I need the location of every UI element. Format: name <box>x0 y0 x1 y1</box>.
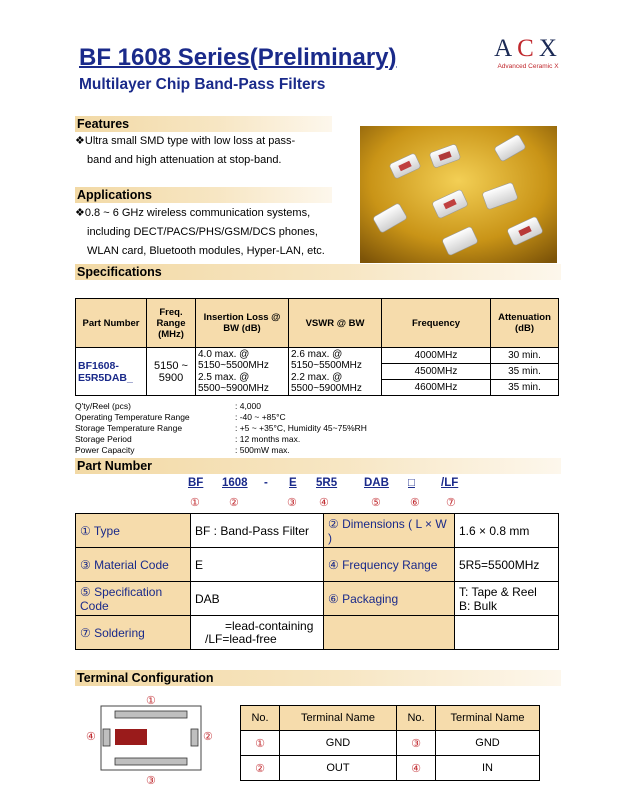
vswr-line3: 2.2 max. @ <box>291 371 343 383</box>
pn-label-type: ① Type <box>76 514 191 548</box>
il-line2: 5150~5500MHz <box>198 360 269 371</box>
part-number-heading: Part Number <box>75 458 561 474</box>
logo-text: ACX <box>494 35 562 62</box>
pn-code-material: E <box>289 477 297 489</box>
pn-num-5: ⑤ <box>371 497 381 509</box>
col-frequency: Frequency <box>382 299 491 348</box>
pn-label-frequency: ④ Frequency Range <box>324 548 455 582</box>
terminal-name: GND <box>436 731 540 756</box>
col-part-number: Part Number <box>76 299 147 348</box>
table-row <box>76 616 559 650</box>
pn-code-spec: DAB <box>364 477 389 489</box>
cond-label: Storage Temperature Range <box>75 423 183 433</box>
terminal-no: ① <box>241 731 280 756</box>
pn-num-1: ① <box>190 497 200 509</box>
vswr-line4: 5500~5900MHz <box>291 383 362 394</box>
col-no: No. <box>241 706 280 731</box>
cond-label: Q'ty/Reel (pcs) <box>75 401 131 411</box>
cond-label: Storage Period <box>75 434 132 444</box>
col-freq-range: Freq. Range (MHz) <box>147 299 196 348</box>
cond-value: : 500mW max. <box>235 445 290 455</box>
cond-value: : -40 ~ +85°C <box>235 412 286 422</box>
applications-line2: including DECT/PACS/PHS/GSM/DCS phones, <box>87 226 318 238</box>
terminal-no: ④ <box>397 756 436 781</box>
il-line4: 5500~5900MHz <box>198 383 269 394</box>
table-row <box>241 731 540 756</box>
attenuation-cell: 35 min. <box>491 364 559 380</box>
pn-code-soldering: /LF <box>441 477 459 489</box>
specifications-heading: Specifications <box>75 264 561 280</box>
il-line1: 4.0 max. @ <box>198 348 250 360</box>
applications-heading: Applications <box>75 187 332 203</box>
pin-label-1: ① <box>146 695 156 707</box>
table-row <box>76 548 559 582</box>
pin-label-2: ② <box>203 731 213 743</box>
col-insertion-loss: Insertion Loss @ BW (dB) <box>196 299 289 348</box>
diamond-bullet-icon: ❖ <box>75 135 85 147</box>
pn-value-dimensions: 1.6 × 0.8 mm <box>455 514 559 548</box>
terminal-name: IN <box>436 756 540 781</box>
il-line3: 2.5 max. @ <box>198 371 250 383</box>
part-number-cell: BF1608-E5R5DAB_ <box>76 348 147 396</box>
pn-value-spec: DAB <box>191 582 324 616</box>
part-number-table <box>75 513 559 650</box>
applications-line3: WLAN card, Bluetooth modules, Hyper-LAN, etc. <box>87 245 325 257</box>
pn-label-material: ③ Material Code <box>76 548 191 582</box>
vswr-cell <box>289 348 382 396</box>
pn-code-dash: - <box>264 477 268 489</box>
freq-range-cell: 5150 ~ 5900 <box>147 348 196 396</box>
terminal-heading: Terminal Configuration <box>75 670 561 686</box>
diamond-bullet-icon: ❖ <box>75 207 85 219</box>
terminal-name: OUT <box>280 756 397 781</box>
features-bullet-line2: band and high attenuation at stop-band. <box>87 154 282 166</box>
pn-code-dimensions: 1608 <box>222 477 248 489</box>
soldering-lead: =lead-containing <box>225 618 314 633</box>
frequency-cell: 4000MHz <box>382 348 491 364</box>
page-title: BF 1608 Series(Preliminary) <box>79 44 397 71</box>
vswr-line1: 2.6 max. @ <box>291 348 343 360</box>
terminal-table <box>240 705 540 781</box>
col-terminal-name: Terminal Name <box>280 706 397 731</box>
soldering-leadfree: /LF=lead-free <box>205 631 277 646</box>
pn-value-empty <box>455 616 559 650</box>
pn-num-7: ⑦ <box>446 497 456 509</box>
terminal-no: ③ <box>397 731 436 756</box>
pn-num-2: ② <box>229 497 239 509</box>
pn-value-frequency: 5R5=5500MHz <box>455 548 559 582</box>
applications-line1: 0.8 ~ 6 GHz wireless communication systems, <box>84 207 311 219</box>
terminal-diagram <box>75 690 235 790</box>
pn-num-3: ③ <box>287 497 297 509</box>
vswr-line2: 5150~5500MHz <box>291 360 362 371</box>
table-row <box>241 756 540 781</box>
col-no: No. <box>397 706 436 731</box>
terminal-no: ② <box>241 756 280 781</box>
pn-code-packaging: □ <box>408 477 415 489</box>
packaging-bulk: B: Bulk <box>459 598 498 613</box>
table-row <box>76 514 559 548</box>
attenuation-cell: 35 min. <box>491 380 559 396</box>
page-subtitle: Multilayer Chip Band-Pass Filters <box>79 76 326 93</box>
terminal-name: GND <box>280 731 397 756</box>
pn-value-material: E <box>191 548 324 582</box>
pn-code-type: BF <box>188 477 204 489</box>
table-row <box>76 348 559 364</box>
features-list <box>75 132 295 170</box>
applications-list <box>75 204 325 261</box>
table-row <box>76 582 559 616</box>
frequency-cell: 4500MHz <box>382 364 491 380</box>
features-bullet-line1: Ultra small SMD type with low loss at pass- <box>84 135 296 147</box>
pn-label-empty <box>324 616 455 650</box>
col-terminal-name: Terminal Name <box>436 706 540 731</box>
pin-label-3: ③ <box>146 775 156 787</box>
pn-label-soldering: ⑦ Soldering <box>76 616 191 650</box>
features-heading: Features <box>75 116 332 132</box>
product-photo <box>360 126 557 263</box>
pn-value-type: BF : Band-Pass Filter <box>191 514 324 548</box>
pn-label-packaging: ⑥ Packaging <box>324 582 455 616</box>
pn-label-spec: ⑤ Specification Code <box>76 582 191 616</box>
spec-conditions <box>75 401 559 456</box>
pn-value-packaging <box>455 582 559 616</box>
cond-label: Operating Temperature Range <box>75 412 190 422</box>
attenuation-cell: 30 min. <box>491 348 559 364</box>
spec-header-row <box>76 299 559 348</box>
packaging-tape: T: Tape & Reel <box>459 584 537 599</box>
pn-label-dimensions: ② Dimensions ( L × W ) <box>324 514 455 548</box>
company-logo <box>488 36 568 70</box>
cond-value: : 12 months max. <box>235 434 301 444</box>
terminal-header-row <box>241 706 540 731</box>
pn-num-6: ⑥ <box>410 497 420 509</box>
pin-label-4: ④ <box>86 731 96 743</box>
pn-value-soldering <box>191 616 324 650</box>
insertion-loss-cell <box>196 348 289 396</box>
pn-num-4: ④ <box>319 497 329 509</box>
cond-label: Power Capacity <box>75 445 135 455</box>
specifications-table <box>75 298 559 396</box>
frequency-cell: 4600MHz <box>382 380 491 396</box>
logo-tagline: Advanced Ceramic X <box>497 63 559 70</box>
col-attenuation: Attenuation (dB) <box>491 299 559 348</box>
pn-code-frequency: 5R5 <box>316 477 338 489</box>
col-vswr: VSWR @ BW <box>289 299 382 348</box>
cond-value: : 4,000 <box>235 401 261 411</box>
cond-value: : +5 ~ +35°C, Humidity 45~75%RH <box>235 423 367 433</box>
